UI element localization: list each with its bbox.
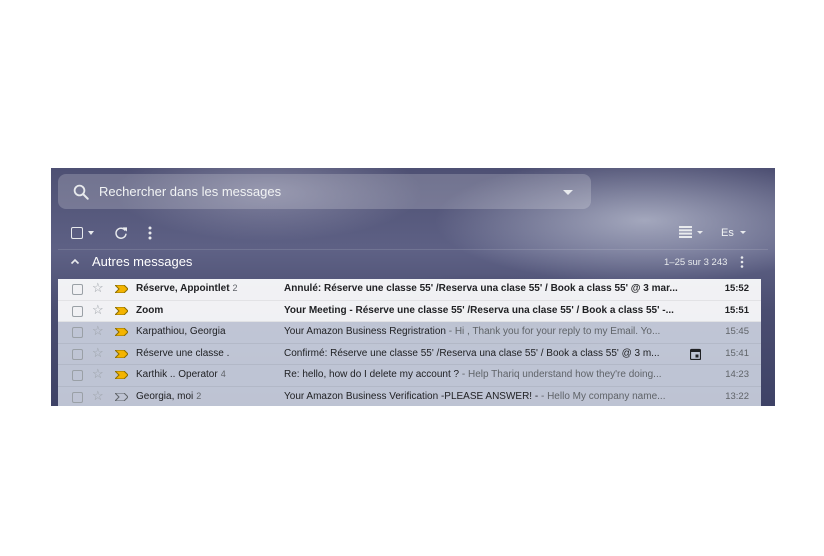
input-language-button[interactable]: Es [721,227,734,239]
toolbar-divider [58,249,768,250]
email-sender [136,348,232,359]
refresh-icon[interactable] [113,225,129,241]
section-more-icon[interactable] [739,255,745,269]
email-message [284,283,679,294]
sender-name: Zoom [136,304,164,316]
sender-name: Réserve une classe . [136,347,230,359]
sender-name: Réserve, Appointlet [136,283,230,294]
email-message [284,326,679,337]
importance-marker-icon[interactable] [115,371,128,379]
star-icon[interactable]: ☆ [92,280,104,295]
email-checkbox[interactable] [72,392,83,403]
search-bar[interactable] [58,174,591,209]
email-time: 14:23 [725,369,749,380]
email-subject: Your Amazon Business Verification -PLEASE ANSWER! - [284,390,539,402]
email-message [284,391,679,402]
language-chevron-icon[interactable] [740,231,746,234]
email-row[interactable] [58,279,761,301]
density-chevron-icon[interactable] [697,231,703,234]
email-row[interactable] [58,365,761,387]
email-row[interactable] [58,301,761,323]
email-list [58,279,761,406]
star-icon[interactable]: ☆ [92,366,104,381]
email-message [284,348,679,359]
importance-marker-icon[interactable] [115,307,128,315]
email-sender [136,283,238,294]
email-time: 15:41 [725,347,749,359]
email-subject: Annulé: Réserve une classe 55' /Reserva una clase 55' / Book a class 55' @ 3 mar... [284,283,678,294]
email-snippet: - Help Thariq understand how they're doing... [459,369,662,380]
email-sender [136,369,226,380]
importance-marker-icon[interactable] [115,350,128,358]
email-sender [136,326,229,337]
select-menu-chevron-icon[interactable] [88,231,94,235]
email-checkbox[interactable] [72,306,83,317]
sender-name: Karpathiou, Georgia [136,326,226,337]
email-row[interactable] [58,322,761,344]
email-snippet: - Hi , Thank you for your reply to my Email. Yo... [445,326,661,337]
email-subject: Re: hello, how do I delete my account ? [284,369,460,380]
mail-window [51,168,775,406]
star-icon[interactable]: ☆ [92,323,104,338]
thread-count: 2 [232,283,238,293]
star-icon[interactable]: ☆ [92,387,104,403]
select-all-checkbox[interactable] [71,227,83,239]
email-checkbox[interactable] [72,349,83,360]
email-subject: Your Amazon Business Regristration [284,326,446,337]
importance-marker-icon[interactable] [115,285,128,293]
email-time: 15:52 [724,283,749,294]
email-row[interactable] [58,344,761,366]
email-snippet: - Hello My company name... [538,390,666,402]
search-options-icon[interactable] [563,190,573,195]
email-checkbox[interactable] [72,284,83,295]
thread-count: 4 [220,369,226,379]
pagination-range: 1–25 sur 3 243 [664,257,728,268]
thread-count: 2 [196,390,202,401]
sender-name: Georgia, moi [136,390,194,402]
section-title[interactable]: Autres messages [92,254,193,269]
email-time: 15:51 [724,304,749,316]
density-icon[interactable] [679,226,692,238]
email-sender [136,391,201,402]
star-icon[interactable]: ☆ [92,344,104,360]
star-icon[interactable]: ☆ [92,301,104,317]
email-message [284,369,679,380]
search-icon[interactable] [72,183,90,201]
email-checkbox[interactable] [72,370,83,381]
sender-name: Karthik .. Operator [136,369,218,380]
email-row[interactable] [58,387,761,407]
email-time: 13:22 [725,390,749,402]
more-options-icon[interactable] [147,225,153,241]
email-time: 15:45 [725,326,749,337]
email-sender [136,305,166,316]
importance-marker-icon[interactable] [115,393,128,401]
email-checkbox[interactable] [72,327,83,338]
search-input[interactable]: Rechercher dans les messages [99,184,282,199]
email-message [284,305,679,316]
calendar-event-icon[interactable] [690,348,701,360]
email-subject: Confirmé: Réserve une classe 55' /Reserva una clase 55' / Book a class 55' @ 3 m... [284,347,660,359]
collapse-section-icon[interactable] [70,258,80,265]
importance-marker-icon[interactable] [115,328,128,336]
email-subject: Your Meeting - Réserve une classe 55' /Reserva una clase 55' / Book a class 55' -... [284,304,674,316]
